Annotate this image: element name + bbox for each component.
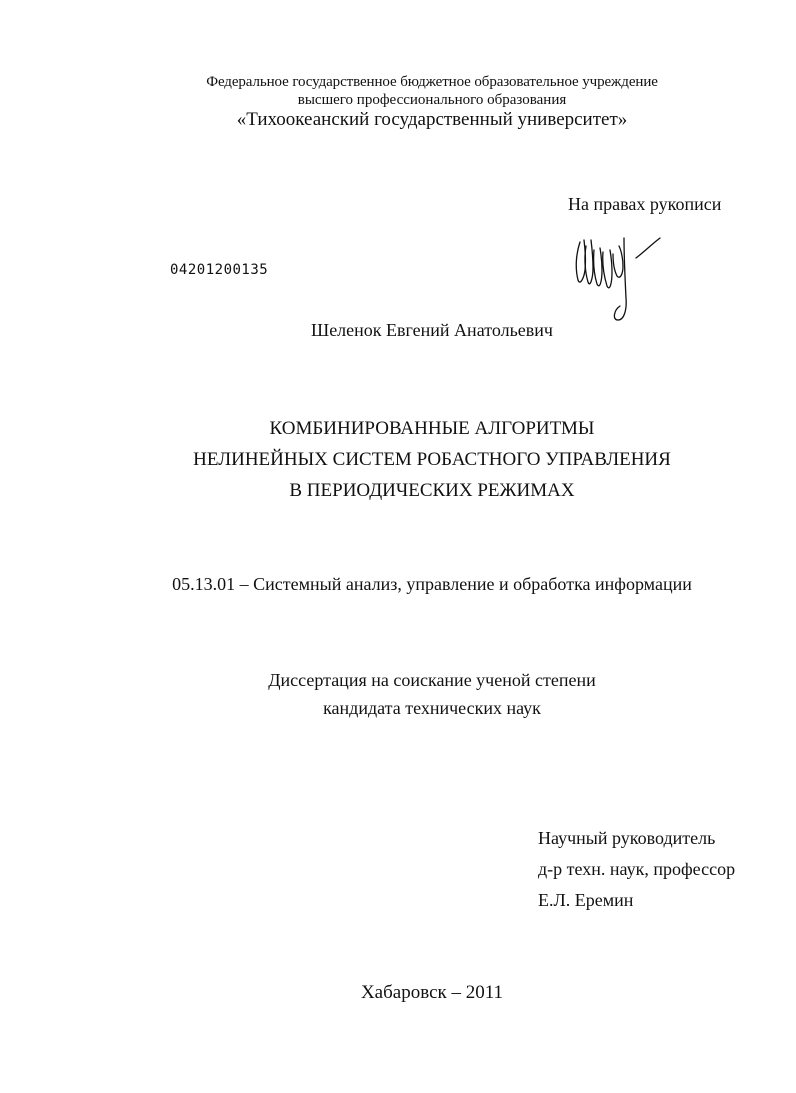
manuscript-note: На правах рукописи (568, 194, 722, 214)
degree-line-1: Диссертация на соискание ученой степени (268, 670, 596, 690)
title-line-1: КОМБИНИРОВАННЫЕ АЛГОРИТМЫ (269, 418, 595, 439)
signature-icon (566, 228, 666, 328)
document-code: 04201200135 (170, 262, 269, 278)
advisor-role: Научный руководитель (538, 828, 716, 848)
scientific-advisor (538, 823, 735, 916)
institution-name: «Тихоокеанский государственный университет» (236, 109, 628, 130)
city-year: Хабаровск – 2011 (360, 982, 504, 1003)
advisor-credentials: д-р техн. наук, профессор (538, 859, 736, 879)
dissertation-title (34, 413, 796, 506)
title-line-3: В ПЕРИОДИЧЕСКИХ РЕЖИМАХ (289, 480, 575, 501)
title-line-2: НЕЛИНЕЙНЫХ СИСТЕМ РОБАСТНОГО УПРАВЛЕНИЯ (193, 449, 671, 470)
specialty-code: 05.13.01 – Системный анализ, управление и обработка информации (172, 574, 692, 594)
institution-line-1: Федеральное государственное бюджетное образовательное учреждение (206, 74, 658, 90)
degree-statement (34, 666, 796, 722)
degree-line-2: кандидата технических наук (323, 698, 541, 718)
author-name: Шеленок Евгений Анатольевич (311, 320, 553, 340)
institution-line-2: высшего профессионального образования (297, 92, 567, 108)
advisor-name: Е.Л. Еремин (538, 890, 634, 910)
